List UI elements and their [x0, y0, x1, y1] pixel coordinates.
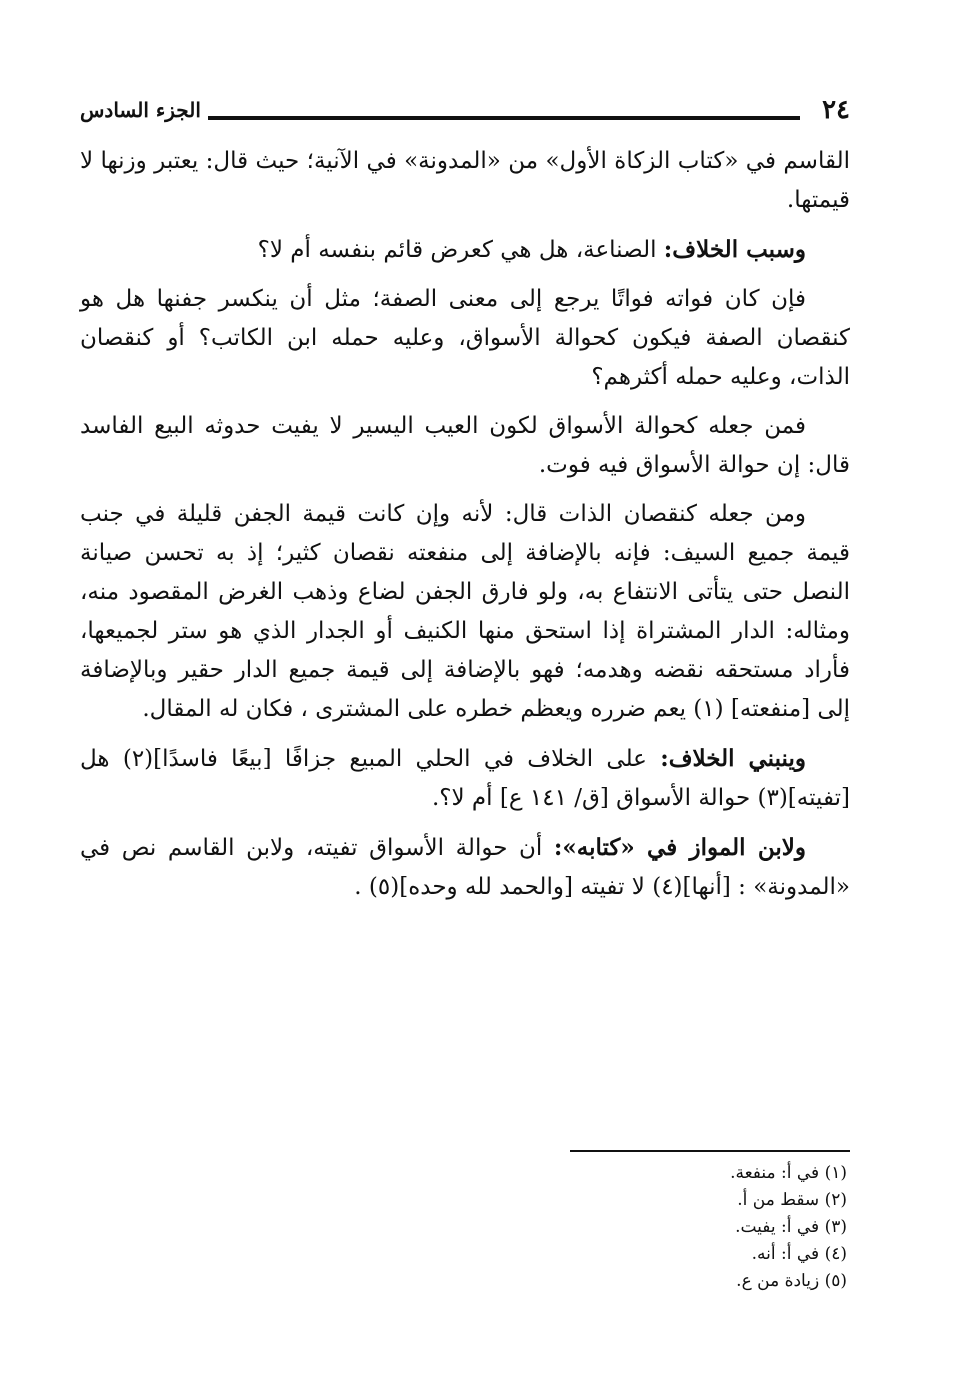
footnote-3: (٣) في أ: يفيت.	[735, 1217, 847, 1237]
paragraph-7-heading: ولابن المواز في «كتابه»:	[553, 834, 806, 861]
page-header	[80, 92, 850, 128]
page-number: ٢٤	[822, 95, 850, 125]
paragraph-3: فإن كان فواته فواتًا يرجع إلى معنى الصفة؛ مثل أن ينكسر جفنها هل هو كنقصان الصفة فيكون كحوالة الأسواق، وعليه حمله ابن الكاتب؟ أو كنقصان الذات، وعليه حمله أكثرهم؟	[80, 286, 850, 390]
paragraph-2-heading: وسبب الخلاف:	[663, 236, 806, 263]
paragraph-7-text: أن حوالة الأسواق تفيته، ولابن القاسم نص في «المدونة» : [أنها](٤) لا تفيته [والحمد لله وحده](٥) .	[80, 835, 850, 900]
footnote-2: (٢) سقط من أ.	[737, 1190, 847, 1210]
footnotes	[397, 1160, 847, 1295]
footnote-4: (٤) في أ: أنه.	[751, 1244, 847, 1264]
body-text	[80, 142, 850, 917]
paragraph-7	[80, 828, 850, 907]
footnote-1: (١) في أ: منفعة.	[730, 1163, 847, 1183]
header-rule	[208, 116, 800, 120]
paragraph-6	[80, 739, 850, 818]
paragraph-6-text: على الخلاف في الحلي المبيع جزافًا [بيعًا فاسدًا](٢) هل [تفيته](٣) حوالة الأسواق [ق/ ١٤١ ع] أم لا؟.	[80, 746, 850, 811]
paragraph-4: فمن جعله كحوالة الأسواق لكون العيب اليسير لا يفيت حدوثه البيع الفاسد قال: إن حوالة الأسواق فيه فوت.	[80, 413, 850, 478]
footnote-separator	[570, 1150, 850, 1152]
paragraph-2	[80, 230, 850, 270]
paragraph-5: ومن جعله كنقصان الذات قال: لأنه وإن كانت قيمة الجفن قليلة في جنب قيمة جميع السيف: فإنه بالإضافة إلى منفعته نقصان كثير؛ إذ به تحسن صيانة النصل حتى يتأتى الانتفاع به، ولو فارق الجفن لضاع وذهب الغرض المقصود منه، ومثاله: الدار المشتراة إذا استحق منها الكنيف أو الجدار الذي هو ستر لجميعها، فأراد مستحقه نقضه وهدمه؛ فهو بالإضافة إلى قيمة جميع الدار حقير وبالإضافة إلى [منفعته] (١) يعم ضرره ويعظم خطره على المشترى ، فكان له المقال.	[80, 501, 850, 722]
running-title: الجزء السادس	[80, 98, 201, 122]
footnote-5: (٥) زيادة من ع.	[736, 1271, 847, 1291]
paragraph-2-text: الصناعة، هل هي كعرض قائم بنفسه أم لا؟	[257, 237, 664, 263]
paragraph-1: القاسم في «كتاب الزكاة الأول» من «المدونة» في الآنية؛ حيث قال: يعتبر وزنها لا قيمتها.	[80, 148, 850, 213]
paragraph-6-heading: وينبني الخلاف:	[660, 745, 806, 772]
